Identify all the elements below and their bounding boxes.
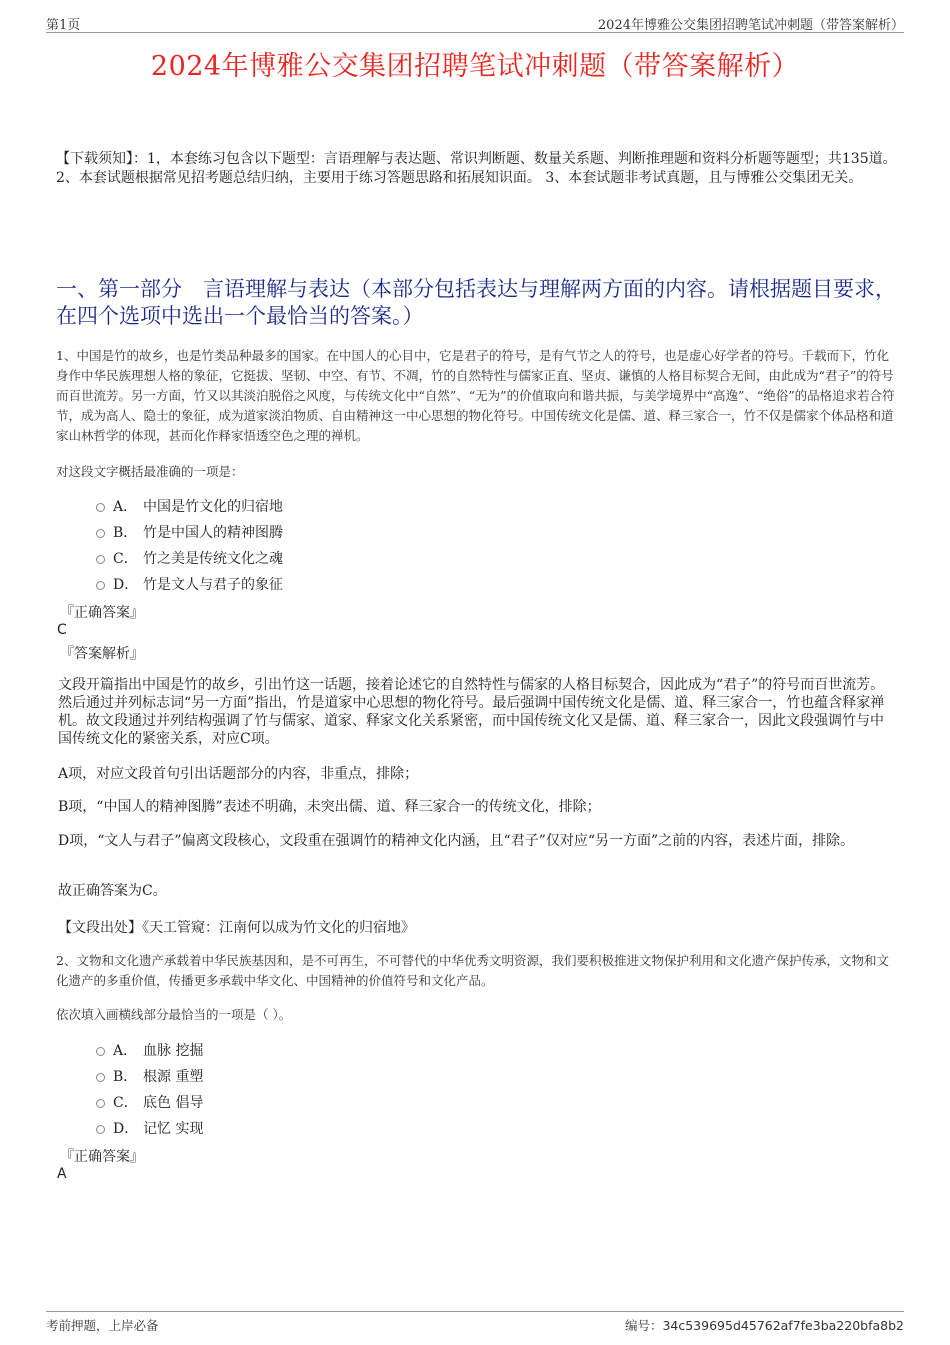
radio-icon[interactable] <box>96 1073 105 1082</box>
page-footer <box>46 1311 904 1332</box>
radio-icon[interactable] <box>96 555 105 564</box>
radio-icon[interactable] <box>96 1099 105 1108</box>
option-text: 竹之美是传统文化之魂 <box>143 551 283 567</box>
analysis-label: 『答案解析』 <box>60 646 144 662</box>
radio-icon[interactable] <box>96 1047 105 1056</box>
footer-slogan: 考前押题，上岸必备 <box>46 1318 159 1333</box>
answer-value: C <box>57 622 67 638</box>
option-c[interactable] <box>96 545 696 571</box>
option-text: 竹是文人与君子的象征 <box>143 577 283 593</box>
option-a[interactable] <box>96 493 696 519</box>
option-d[interactable] <box>96 571 696 597</box>
page-header <box>46 14 904 33</box>
option-text: 记忆 实现 <box>143 1121 204 1137</box>
option-a[interactable] <box>96 1037 696 1063</box>
section-title: 一、第一部分 言语理解与表达（本部分包括表达与理解两方面的内容。请根据题目要求，在四个选项中选出一个最恰当的答案。） <box>56 277 896 328</box>
footer-serial: 编号：34c539695d45762af7fe3ba220bfa8b2 <box>624 1318 904 1333</box>
option-b[interactable] <box>96 1063 696 1089</box>
analysis-paragraph: D项，“文人与君子”偏离文段核心，文段重在强调竹的精神文化内涵，且“君子”仅对应“另一方面”之前的内容，表述片面，排除。 <box>58 833 855 849</box>
answer-label: 『正确答案』 <box>60 605 144 621</box>
download-notice: 【下载须知】：1，本套练习包含以下题型：言语理解与表达题、常识判断题、数量关系题、判断推理题和资料分析题等题型；共135道。 2、本套试题根据常见招考题总结归纳，主要用于练习答题思路和拓展知识面。 3、本套试题非考试真题，且与博雅公交集团无关。 <box>56 151 897 186</box>
analysis-paragraph: A项，对应文段首句引出话题部分的内容，非重点，排除； <box>58 766 419 782</box>
option-text: 竹是中国人的精神图腾 <box>143 525 283 541</box>
option-letter: C． <box>113 551 138 567</box>
option-letter: A． <box>113 1043 138 1059</box>
option-letter: A． <box>113 499 138 515</box>
analysis-paragraph: 文段开篇指出中国是竹的故乡，引出竹这一话题，接着论述它的自然特性与儒家的人格目标契合，因此成为“君子”的符号而百世流芳。然后通过并列标志词“另一方面”指出，竹是道家中心思想的物化符号。最后强调中国传统文化是儒、道、释三家合一，竹也蕴含释家禅机。故文段通过并列结构强调了竹与儒家、道家、释家文化关系紧密，而中国传统文化又是儒、道、释三家合一，因此文段强调竹与中国传统文化的紧密关系，对应C项。 <box>58 677 885 747</box>
option-letter: C． <box>113 1095 138 1111</box>
question-2-options <box>96 1037 696 1141</box>
answer-value: A <box>57 1166 67 1182</box>
question-source: 【文段出处】《天工管窥：江南何以成为竹文化的归宿地》 <box>58 920 415 936</box>
question-1-text: 1、中国是竹的故乡，也是竹类品种最多的国家。在中国人的心目中，它是君子的符号，是有气节之人的符号，也是虚心好学者的符号。千载而下，竹化身作中华民族理想人格的象征，它挺拔、坚韧、中空、有节、不凋，竹的自然特性与儒家正直、坚贞、谦慎的人格目标契合无间，由此成为“君子”的符号而百世流芳。另一方面，竹又以其淡泊脱俗之风度，与传统文化中“自然”、“无为”的价值取向和谐共振，与美学境界中“高逸”、“绝俗”的品格追求若合符节，成为高人、隐士的象征，成为道家淡泊物质、自由精神这一中心思想的物化符号。中国传统文化是儒、道、释三家合一，竹不仅是儒家个体品格和道家山林哲学的体现，甚而化作释家悟透空色之理的禅机。 <box>56 348 895 443</box>
option-letter: D． <box>113 1121 139 1137</box>
answer-label: 『正确答案』 <box>60 1149 144 1165</box>
option-letter: D． <box>113 577 139 593</box>
radio-icon[interactable] <box>96 581 105 590</box>
option-text: 中国是竹文化的归宿地 <box>143 499 283 515</box>
question-2-text: 2、文物和文化遗产承载着中华民族基因和，是不可再生，不可替代的中华优秀文明资源，我们要积极推进文物保护利用和文化遗产保护传承，文物和文化遗产的多重价值，传播更多承载中华文化、中国精神的价值符号和文化产品。 <box>56 953 889 988</box>
question-1-options <box>96 493 696 597</box>
document-title: 2024年博雅公交集团招聘笔试冲刺题（带答案解析） <box>150 51 800 82</box>
question-1-prompt: 对这段文字概括最准确的一项是： <box>56 464 244 479</box>
header-doc-name: 2024年博雅公交集团招聘笔试冲刺题（带答案解析） <box>597 18 904 33</box>
analysis-paragraph: B项，“中国人的精神图腾”表述不明确，未突出儒、道、释三家合一的传统文化，排除； <box>58 799 601 815</box>
question-2-prompt: 依次填入画横线部分最恰当的一项是（ ）。 <box>56 1007 292 1022</box>
radio-icon[interactable] <box>96 503 105 512</box>
option-text: 底色 倡导 <box>143 1095 204 1111</box>
option-letter: B． <box>113 1069 138 1085</box>
option-letter: B． <box>113 525 138 541</box>
option-b[interactable] <box>96 519 696 545</box>
option-text: 血脉 挖掘 <box>143 1043 204 1059</box>
option-d[interactable] <box>96 1115 696 1141</box>
radio-icon[interactable] <box>96 529 105 538</box>
option-text: 根源 重塑 <box>143 1069 204 1085</box>
analysis-paragraph: 故正确答案为C。 <box>58 883 167 899</box>
option-c[interactable] <box>96 1089 696 1115</box>
radio-icon[interactable] <box>96 1125 105 1134</box>
page-number: 第1页 <box>46 18 81 33</box>
